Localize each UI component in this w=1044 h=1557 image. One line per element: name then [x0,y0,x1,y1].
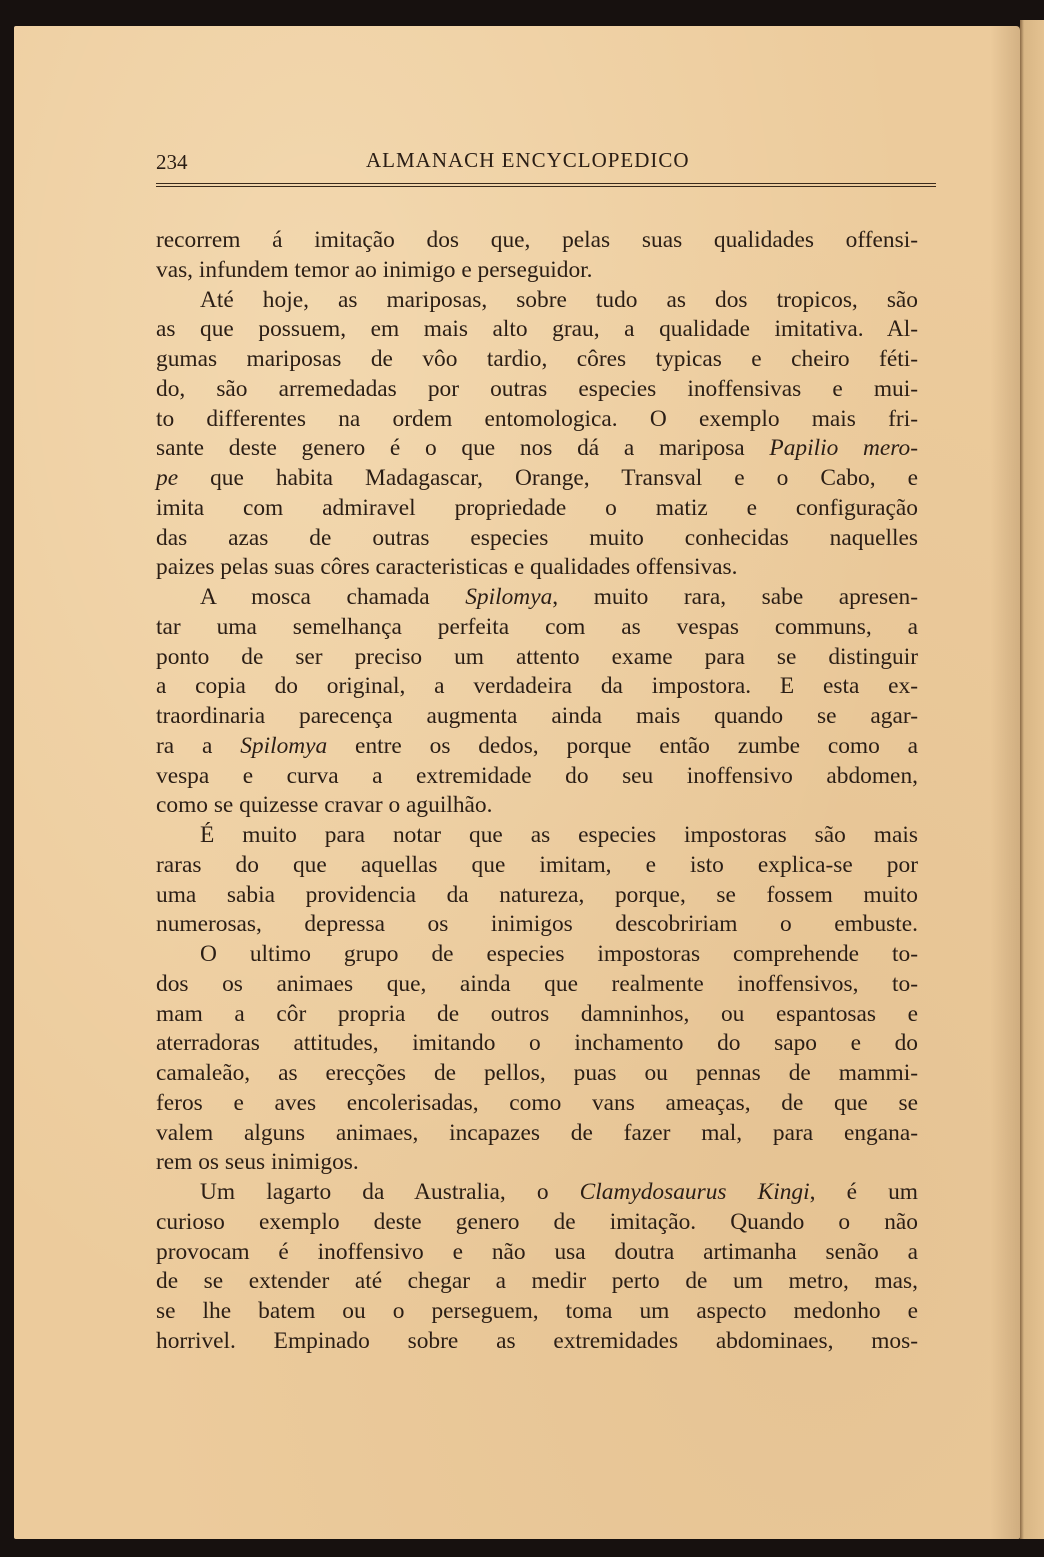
text-line: to differentes na ordem entomologica. O exemplo mais fri- [156,405,918,432]
page-gutter-shadow [990,26,1020,1539]
paragraph [156,1178,918,1357]
body-text [156,226,918,1357]
text-line: as que possuem, em mais alto grau, a qualidade imitativa. Al- [156,316,918,343]
text-line: horrivel. Empinado sobre as extremidades abdominaes, mos- [156,1327,918,1354]
text-line: das azas de outras especies muito conhecidas naquelles [156,524,918,551]
text-line: vas, infundem temor ao inimigo e perseguidor. [156,256,593,283]
text-line: provocam é inoffensivo e não usa doutra artimanha senão a [156,1238,918,1265]
text-fragment: , é um [809,1179,918,1205]
text-line: vespa e curva a extremidade do seu inoffensivo abdomen, [156,762,918,789]
text-line [156,464,918,494]
species-name-italic: Spilomya [240,732,328,759]
text-fragment: A mosca chamada [200,584,466,610]
text-line: como se quizesse cravar o aguilhão. [156,792,493,819]
text-line: a copia do original, a verdadeira da impostora. E esta ex- [156,673,918,700]
text-fragment: sante deste genero é o que nos dá a mariposa [156,435,745,462]
text-line [156,434,918,464]
adjacent-page-edge [1020,20,1044,1539]
species-name-italic: Spilomya [465,584,553,610]
text-line: de se extender até chegar a medir perto de um metro, mas, [156,1268,918,1295]
text-line: dos os animaes que, ainda que realmente inoffensivos, to- [156,970,918,997]
text-line: rem os seus inimigos. [156,1149,359,1176]
page-header [156,148,936,178]
species-name-italic: Papilio mero- [769,435,918,462]
text-line: mam a côr propria de outros damninhos, ou espantosas e [156,1000,918,1027]
text-line: camaleão, as erecções de pellos, puas ou pennas de mammi- [156,1060,918,1086]
text-line [156,732,918,762]
header-double-rule [156,183,936,187]
text-line: numerosas, depressa os inimigos descobririam o embuste. [156,911,918,938]
text-line: valem alguns animaes, incapazes de fazer mal, para engana- [156,1119,918,1146]
text-line: se lhe batem ou o perseguem, toma um aspecto medonho e [156,1298,918,1324]
text-line: tar uma semelhança perfeita com as vespas communs, a [156,613,918,640]
text-line: recorrem á imitação dos que, pelas suas qualidades offensi- [156,227,918,253]
text-line: aterradoras attitudes, imitando o inchamento do sapo e do [156,1030,918,1057]
text-fragment: entre os dedos, porque então zumbe como a [327,732,919,759]
text-line [156,1178,918,1208]
text-line: imita com admiravel propriedade o matiz e configuração [156,494,918,521]
paragraph [156,940,918,1178]
text-line [156,583,918,613]
text-fragment: ra a [156,732,241,759]
text-line: raras do que aquellas que imitam, e isto explica-se por [156,851,918,878]
text-line: uma sabia providencia da natureza, porque, se fossem muito [156,881,918,908]
paragraph [156,821,918,940]
page-number: 234 [156,150,188,174]
text-line: paizes pelas suas côres caracteristicas e qualidades offensivas. [156,554,738,581]
species-name-italic: pe [156,465,179,491]
text-fragment: que habita Madagascar, Orange, Transval e o Cabo, e [178,465,918,491]
text-line: O ultimo grupo de especies impostoras comprehende to- [200,941,918,967]
text-line: do, são arremedadas por outras especies inoffensivas e mui- [156,375,918,402]
species-name-italic: Clamydosaurus Kingi [579,1179,810,1205]
paragraph [156,583,918,821]
paragraph [156,286,918,584]
text-line: É muito para notar que as especies impostoras são mais [200,822,918,848]
text-fragment: , muito rara, sabe apresen- [552,584,918,610]
running-title: ALMANACH ENCYCLOPEDICO [366,148,690,172]
text-fragment: Um lagarto da Australia, o [200,1179,580,1205]
text-line: feros e aves encolerisadas, como vans ameaças, de que se [156,1089,918,1116]
text-line: traordinaria parecença augmenta ainda mais quando se agar- [156,703,918,729]
text-line: ponto de ser preciso um attento exame para se distinguir [156,643,918,670]
text-line: curioso exemplo deste genero de imitação. Quando o não [156,1208,918,1235]
paragraph [156,226,918,286]
text-line: Até hoje, as mariposas, sobre tudo as dos tropicos, são [200,286,918,313]
text-line: gumas mariposas de vôo tardio, côres typicas e cheiro féti- [156,346,918,372]
